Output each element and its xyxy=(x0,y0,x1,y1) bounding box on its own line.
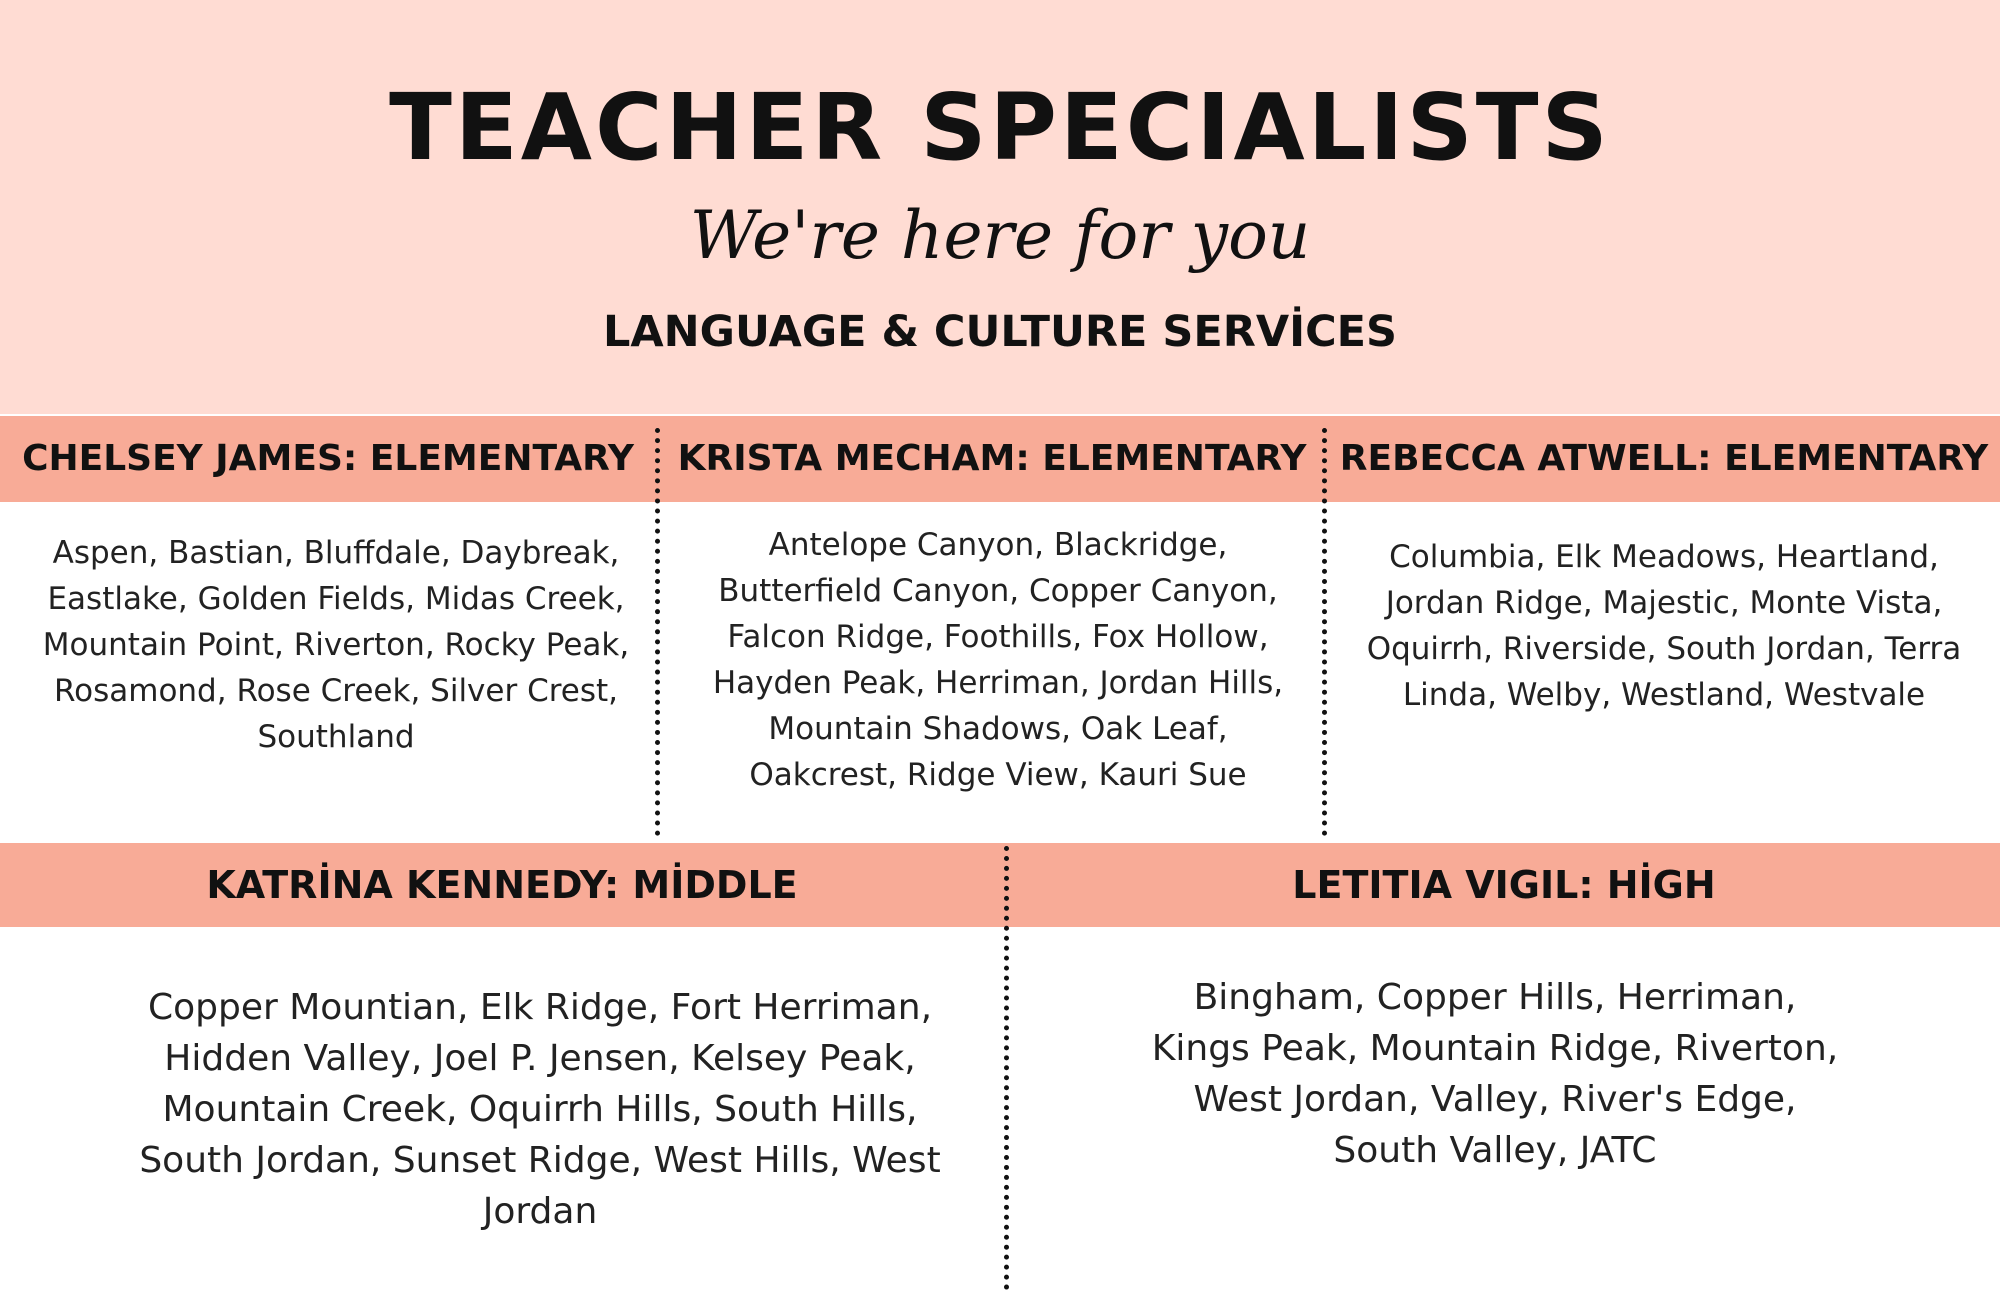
specialist-heading-letitia-vigil: LETITIA VIGIL: HİGH xyxy=(1292,863,1716,907)
column-divider-1 xyxy=(655,428,660,836)
page-subtitle: We're here for you xyxy=(689,197,1311,274)
header-banner xyxy=(0,0,2000,414)
department-name: LANGUAGE & CULTURE SERVİCES xyxy=(602,307,1398,357)
specialist-heading-chelsey-james: CHELSEY JAMES: ELEMENTARY xyxy=(22,438,634,479)
schools-list-krista-mecham: Antelope Canyon, Blackridge, Butterfield Canyon, Copper Canyon, Falcon Ridge, Foothills, Fox Hollow, Hayden Peak, Herriman, Jordan Hills, Mountain Shadows, Oak Leaf, Oakcrest, Ridge View, Kauri Sue xyxy=(712,527,1284,793)
schools-list-rebecca-atwell: Columbia, Elk Meadows, Heartland, Jordan Ridge, Majestic, Monte Vista, Oquirrh, Riverside, South Jordan, Terra Linda, Welby, Westland, Westvale xyxy=(1366,539,1962,713)
column-divider-3 xyxy=(1004,846,1009,1290)
schools-list-katrina-kennedy: Copper Mountian, Elk Ridge, Fort Herriman, Hidden Valley, Joel P. Jensen, Kelsey Peak, Mountain Creek, Oquirrh Hills, South Hills, South Jordan, Sunset Ridge, West Hills, West Jordan xyxy=(139,987,941,1232)
specialist-heading-katrina-kennedy: KATRİNA KENNEDY: MİDDLE xyxy=(206,863,798,907)
specialist-heading-rebecca-atwell: REBECCA ATWELL: ELEMENTARY xyxy=(1339,438,1989,479)
column-divider-2 xyxy=(1322,428,1327,836)
schools-list-letitia-vigil: Bingham, Copper Hills, Herriman, Kings Peak, Mountain Ridge, Riverton, West Jordan, Valley, River's Edge, South Valley, JATC xyxy=(1151,977,1839,1171)
specialist-heading-krista-mecham: KRISTA MECHAM: ELEMENTARY xyxy=(677,438,1307,479)
page-title: TEACHER SPECIALISTS xyxy=(389,74,1611,181)
row2-heading-band xyxy=(0,843,2000,927)
row1-heading-band xyxy=(0,416,2000,502)
schools-list-chelsey-james: Aspen, Bastian, Bluffdale, Daybreak, Eastlake, Golden Fields, Midas Creek, Mountain Point, Riverton, Rocky Peak, Rosamond, Rose Creek, Silver Crest, Southland xyxy=(42,535,630,755)
